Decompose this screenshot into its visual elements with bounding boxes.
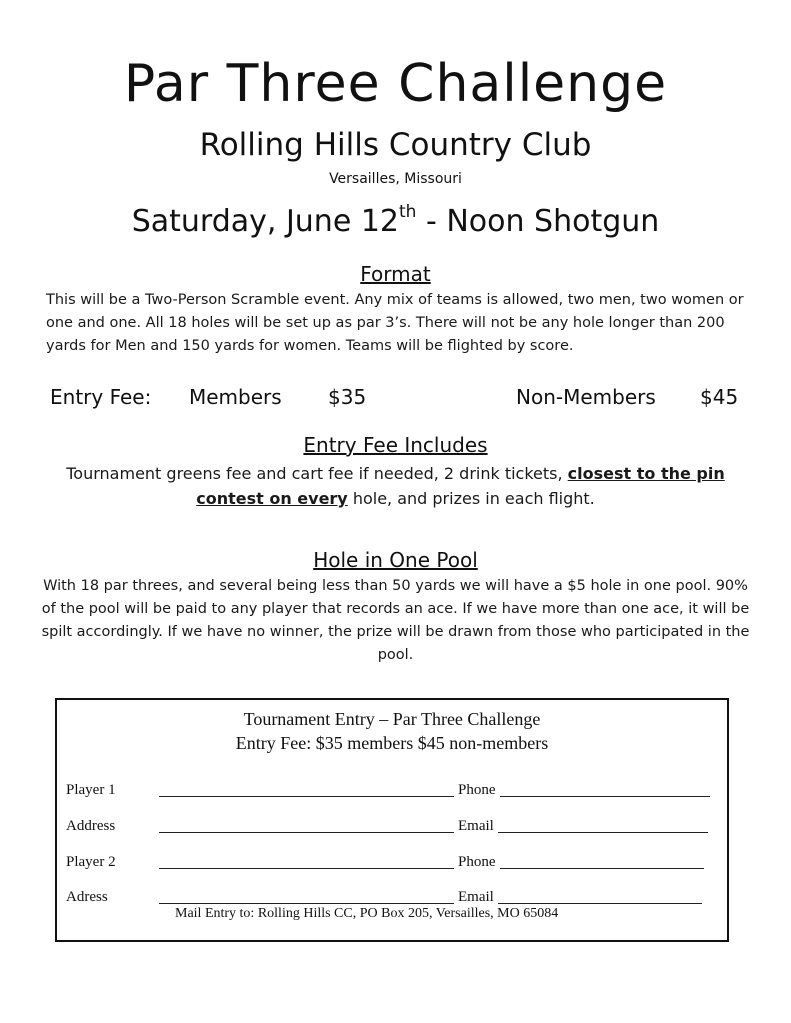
event-date-tail: - Noon Shotgun	[416, 204, 660, 239]
email2-line[interactable]	[498, 903, 702, 904]
email1-line[interactable]	[498, 832, 708, 833]
pool-heading: Hole in One Pool	[313, 548, 478, 572]
address1-label: Address	[66, 818, 116, 834]
format-text: This will be a Two-Person Scramble event. Any mix of teams is allowed, two men, two women or one and one. All 18 holes will be set up as par 3’s. There will not be any hole longer than 200 yards for Men and 150 yards for women. Teams will be flighted by score.	[46, 292, 744, 354]
page-title: Par Three Challenge	[123, 54, 668, 114]
event-date	[0, 201, 791, 243]
entry-fee-label: Entry Fee:	[50, 385, 152, 409]
nonmembers-label: Non-Members	[516, 385, 656, 409]
includes-text	[40, 461, 751, 511]
includes-heading: Entry Fee Includes	[303, 433, 488, 457]
includes-text-after: hole, and prizes in each flight.	[347, 489, 595, 508]
form-row-address1	[57, 816, 729, 838]
address2-label: Adress	[66, 889, 108, 905]
club-location: Versailles, Missouri	[329, 171, 462, 187]
nonmembers-price: $45	[700, 385, 739, 409]
event-date-main: Saturday, June 12	[131, 204, 399, 239]
members-price: $35	[328, 385, 367, 409]
event-date-suffix: th	[399, 202, 417, 222]
entry-form-title: Tournament Entry – Par Three Challenge	[243, 709, 541, 729]
club-name: Rolling Hills Country Club	[199, 127, 592, 163]
entry-fee-row	[0, 382, 791, 412]
phone2-line[interactable]	[500, 868, 704, 869]
phone1-line[interactable]	[500, 796, 710, 797]
pool-text: With 18 par threes, and several being less than 50 yards we will have a $5 hole in one pool. 90% of the pool will be paid to any player that records an ace. If we have more than one ace, it will be spilt accordingly. If we have no winner, the prize will be drawn from those who participated in the pool.	[41, 578, 750, 663]
phone1-label: Phone	[458, 782, 496, 798]
player1-label: Player 1	[66, 782, 116, 798]
members-label: Members	[189, 385, 282, 409]
mail-entry-line: Mail Entry to: Rolling Hills CC, PO Box 205, Versailles, MO 65084	[175, 906, 559, 921]
form-row-player2	[57, 852, 729, 874]
address1-line[interactable]	[159, 832, 454, 833]
email2-label: Email	[458, 889, 494, 905]
includes-text-before: Tournament greens fee and cart fee if needed, 2 drink tickets,	[66, 464, 568, 483]
form-row-player1	[57, 780, 729, 802]
address2-line[interactable]	[159, 903, 454, 904]
entry-form-fee: Entry Fee: $35 members $45 non-members	[235, 733, 549, 753]
email1-label: Email	[458, 818, 494, 834]
includes-text-highlight: closest to the pin contest on every	[196, 464, 725, 508]
entry-form-box	[55, 698, 729, 942]
player1-line[interactable]	[159, 796, 454, 797]
phone2-label: Phone	[458, 854, 496, 870]
player2-line[interactable]	[159, 868, 454, 869]
format-heading: Format	[360, 262, 431, 286]
player2-label: Player 2	[66, 854, 116, 870]
